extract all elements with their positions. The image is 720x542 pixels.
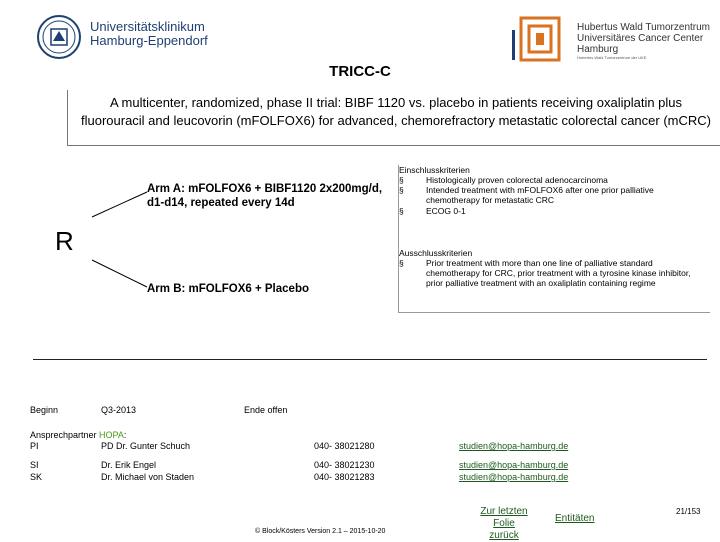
uke-name-line1: Universitätsklinikum — [90, 19, 205, 34]
contact-phone: 040- 38021283 — [314, 472, 375, 482]
list-item — [399, 206, 654, 216]
hubertus-wald-name — [577, 22, 720, 55]
contact-email-link[interactable]: studien@hopa-hamburg.de — [459, 441, 569, 451]
divider — [33, 359, 707, 360]
back-line2: Folie zurück — [489, 518, 519, 541]
hw-name-line1: Hubertus Wald Tumorzentrum — [577, 22, 711, 33]
list-item — [399, 185, 654, 205]
bullet: § — [399, 175, 404, 185]
list-item — [399, 175, 654, 185]
begin-value: Q3-2013 — [101, 405, 137, 415]
back-line1: Zur letzten — [480, 506, 528, 517]
inclusion-title: Einschlusskriterien — [399, 165, 470, 175]
arm-b: Arm B: mFOLFOX6 + Placebo — [147, 283, 309, 295]
contact-phone: 040- 38021230 — [314, 460, 375, 470]
contacts-heading — [30, 430, 126, 440]
contact-role: SI — [30, 460, 39, 470]
exclusion-item-1: Prior treatment with more than one line of palliative standard chemotherapy for CRC, prior treatment with a tyrosine kinase inhibitor, prior palliative treatment with an oxaliplatin containing regime — [426, 258, 691, 289]
hw-tagline: Hubertus Wald Tumorzentrum der UKE — [577, 55, 647, 60]
exclusion-criteria — [399, 248, 699, 289]
contact-name: PD Dr. Gunter Schuch — [101, 441, 191, 451]
contact-email-link[interactable]: studien@hopa-hamburg.de — [459, 460, 569, 470]
exclusion-title: Ausschlusskriterien — [399, 248, 473, 258]
inclusion-item-2: Intended treatment with mFOLFOX6 after one prior palliative chemotherapy for metastatic CRC — [426, 185, 654, 206]
bullet: § — [399, 205, 404, 216]
entities-link[interactable]: Entitäten — [555, 513, 595, 524]
footer-version: © Block/Kösters Version 2.1 – 2015-10-20 — [255, 528, 386, 535]
page-title: TRICC-C — [329, 63, 391, 80]
uke-seal-logo — [36, 14, 82, 60]
arm-a: Arm A: mFOLFOX6 + BIBF1120 2x200mg/d, d1-d14, repeated every 14d — [147, 183, 383, 209]
inclusion-criteria — [399, 165, 654, 216]
contact-role: SK — [30, 472, 43, 482]
begin-label: Beginn — [30, 405, 59, 415]
inclusion-item-1: Histologically proven colorectal adenocarcinoma — [426, 175, 608, 185]
back-to-last-slide-link[interactable] — [478, 506, 530, 542]
page-number: 21/153 — [676, 507, 701, 516]
contact-name: Dr. Erik Engel — [101, 460, 157, 470]
list-item — [399, 258, 699, 289]
uke-name-line2: Hamburg-Eppendorf — [90, 33, 208, 48]
contacts-heading-org: HOPA — [99, 430, 124, 440]
contacts-heading-suffix: : — [123, 430, 127, 440]
contact-email-link[interactable]: studien@hopa-hamburg.de — [459, 472, 569, 482]
hw-name-line2: Universitäres Cancer Center Hamburg — [577, 33, 704, 55]
hubertus-wald-logo — [511, 16, 561, 62]
contact-role: PI — [30, 441, 39, 451]
bullet: § — [399, 185, 404, 196]
contact-phone: 040- 38021280 — [314, 441, 375, 451]
inclusion-item-3: ECOG 0-1 — [426, 205, 466, 216]
contact-name: Dr. Michael von Staden — [101, 472, 195, 482]
uke-name — [90, 20, 208, 48]
randomization-letter: R — [55, 226, 74, 256]
study-description: A multicenter, randomized, phase II trial: BIBF 1120 vs. placebo in patients receiving oxaliplatin plus fluorouracil and leucovorin (mFOLFOX6) for advanced, chemorefractory metastatic colorectal cancer (mCRC) — [80, 95, 711, 128]
contacts-heading-prefix: Ansprechpartner — [30, 430, 100, 440]
end-label: Ende offen — [244, 405, 288, 415]
bullet: § — [399, 258, 404, 268]
